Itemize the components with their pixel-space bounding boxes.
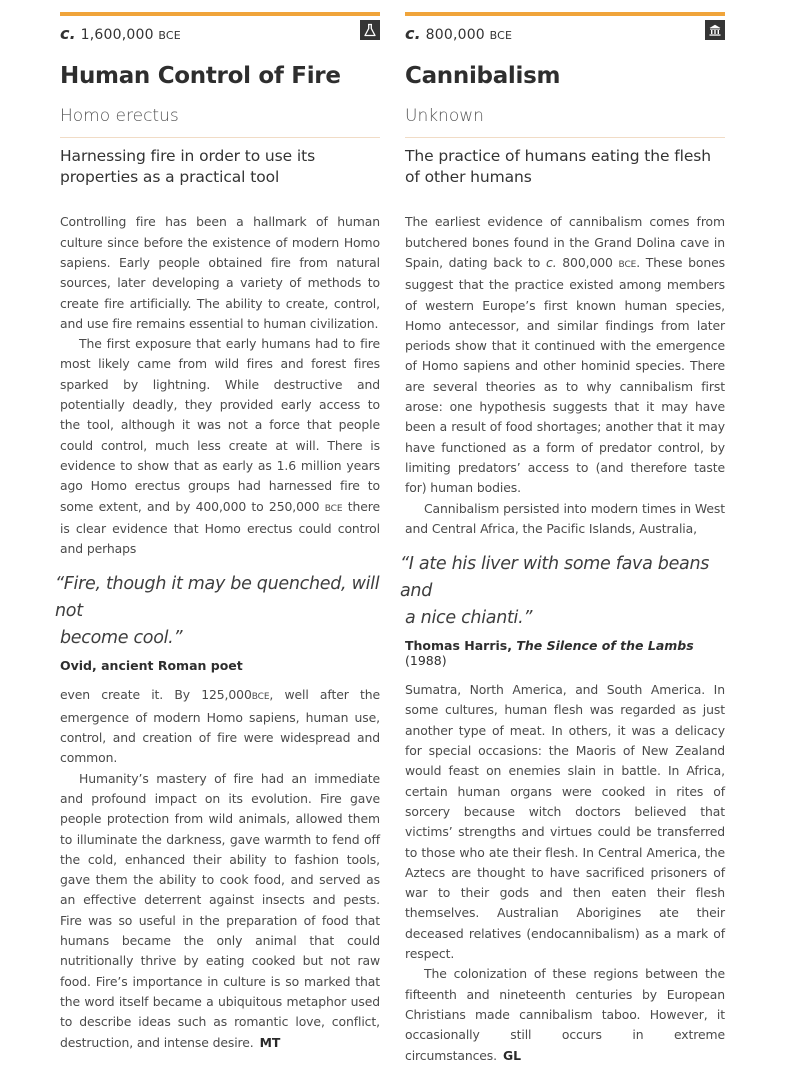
attrib-author: Thomas Harris, — [405, 638, 517, 654]
science-flask-icon — [360, 20, 380, 40]
attrib-work: The Silence of the Lambs — [516, 638, 694, 654]
author-initials: GL — [503, 1047, 521, 1063]
era-label: BCE — [618, 260, 637, 270]
date-row — [60, 16, 380, 46]
era-label: BCE — [251, 692, 270, 703]
entry-subtitle: Homo erectus — [60, 106, 179, 127]
entry-title: Cannibalism — [405, 63, 561, 89]
entry-cannibalism — [400, 12, 725, 1066]
entry-body — [60, 212, 380, 559]
circa-label: c. — [60, 24, 76, 43]
entry-body-continued — [60, 685, 380, 1052]
entry-fire — [55, 12, 381, 1053]
era-label: BCE — [489, 29, 513, 42]
text-span: . These bones suggest that the practice existed among members of western Europe’s first known human species, Homo antecessor, and similar findings from later periods show that it continued with the emergence of Homo sapiens and other hominid species. There are several theories as to why cannibalism first arose: one hypothesis suggests that it may have been a result of food shortages; another that it may have functioned as a form of predator control, by limiting predators’ access to (and therefore taste for) human bodies. — [405, 255, 725, 496]
text-span: even create it. By 125,000 — [60, 687, 252, 703]
paragraph — [405, 964, 725, 1065]
entry-tagline — [60, 146, 380, 212]
pull-quote — [55, 571, 380, 652]
paragraph: Cannibalism persisted into modern times in West and Central Africa, the Pacific Islands, Australia, — [405, 500, 725, 536]
text-span: 800,000 — [556, 255, 613, 270]
paragraph — [405, 212, 725, 498]
date-value: 800,000 — [425, 27, 485, 43]
attrib-year: (1988) — [405, 653, 447, 669]
paragraph — [60, 334, 380, 559]
date-value: 1,600,000 — [80, 27, 154, 43]
pull-quote — [400, 551, 725, 632]
paragraph: Sumatra, North America, and South America. In some cultures, human flesh was regarded as just another type of meat. In others, it was a delicacy for special occasions: the Maoris of New Zealand would feast on enemies slain in battle. In Africa, certain human organs were cooked in rites of sorcery because witch doctors believed that victims’ strengths and virtues could be transferred to those who ate their flesh. In Central America, the Aztecs are thought to have sacrificed prisoners of war to their gods and then eaten their flesh themselves. Australian Aborigines ate their deceased relatives (endocannibalism) as a mark of respect. — [405, 682, 725, 962]
paragraph — [60, 685, 380, 768]
entry-subtitle: Unknown — [405, 106, 484, 127]
society-institution-icon — [705, 20, 725, 40]
text-span: The colonization of these regions between the fifteenth and nineteenth centuries by European Christians made cannibalism taboo. However, it occasionally still occurs in extreme circumstances. — [405, 966, 725, 1063]
author-initials: MT — [259, 1034, 281, 1050]
text-span: , well after the emergence of modern Homo sapiens, human use, control, and creation of fire were widespread and common. — [60, 687, 380, 766]
paragraph: Controlling fire has been a hallmark of human culture since before the existence of modern Homo sapiens. Early people obtained fire from natural sources, later developing a variety of methods to create fire artificially. The ability to create, control, and use fire remains essential to human civilization. — [60, 214, 380, 331]
quote-attribution: Ovid, ancient Roman poet — [60, 658, 243, 674]
divider — [405, 137, 725, 138]
entry-tagline — [405, 146, 725, 212]
era-label: BCE — [324, 503, 343, 514]
entry-title: Human Control of Fire — [60, 63, 341, 89]
paragraph — [60, 769, 380, 1053]
tagline-line: of other humans — [405, 168, 532, 187]
circa-label: c. — [545, 255, 557, 270]
entry-body — [405, 212, 725, 539]
text-span: Humanity’s mastery of fire had an immediate and profound impact on its evolution. Fire gave people protection from wild animals, allowed them to illuminate the darkness, gave warmth to fend off the cold, enhanced their ability to fashion tools, gave them the ability to cook food, and served as an effective deterrent against insects and pests. Fire was so useful in the preparation of food that humans became the only animal that could nutritionally thrive by eating cooked but not raw food. Fire’s importance in culture is so marked that the word itself became a ubiquitous metaphor used to describe ideas such as romantic love, conflict, destruction, and intense desire. — [60, 770, 380, 1050]
quote-line: a nice chianti.” — [405, 608, 533, 629]
entry-date — [60, 24, 181, 43]
quote-line: become cool.” — [60, 628, 183, 649]
text-span: The first exposure that early humans had to fire most likely came from wild fires and forest fires sparked by lightning. While destructive and potentially deadly, they provided early access to the tool, although it was not a force that people could control, much less create at will. There is evidence to show that as early as 1.6 million years ago Homo erectus groups had harnessed fire to some extent, and by 400,000 to 250,000 — [60, 336, 380, 514]
text-span: there is clear evidence that Homo erectus could control and perhaps — [60, 498, 381, 557]
tagline-line: Harnessing fire in order to use its — [60, 147, 316, 166]
quote-line: “I ate his liver with some fava beans and — [400, 554, 710, 602]
divider — [60, 137, 380, 138]
text-span: The earliest evidence of cannibalism comes from butchered bones found in the Grand Dolina cave in Spain, dating back to — [405, 214, 725, 270]
entry-date — [405, 24, 512, 43]
era-label: BCE — [158, 29, 181, 42]
quote-line: “Fire, though it may be quenched, will not — [55, 574, 380, 622]
date-row — [405, 16, 725, 46]
circa-label: c. — [405, 24, 421, 43]
tagline-line: properties as a practical tool — [60, 168, 280, 187]
entry-body-continued — [405, 680, 725, 1066]
quote-attribution — [405, 638, 725, 668]
tagline-line: The practice of humans eating the flesh — [405, 147, 711, 166]
